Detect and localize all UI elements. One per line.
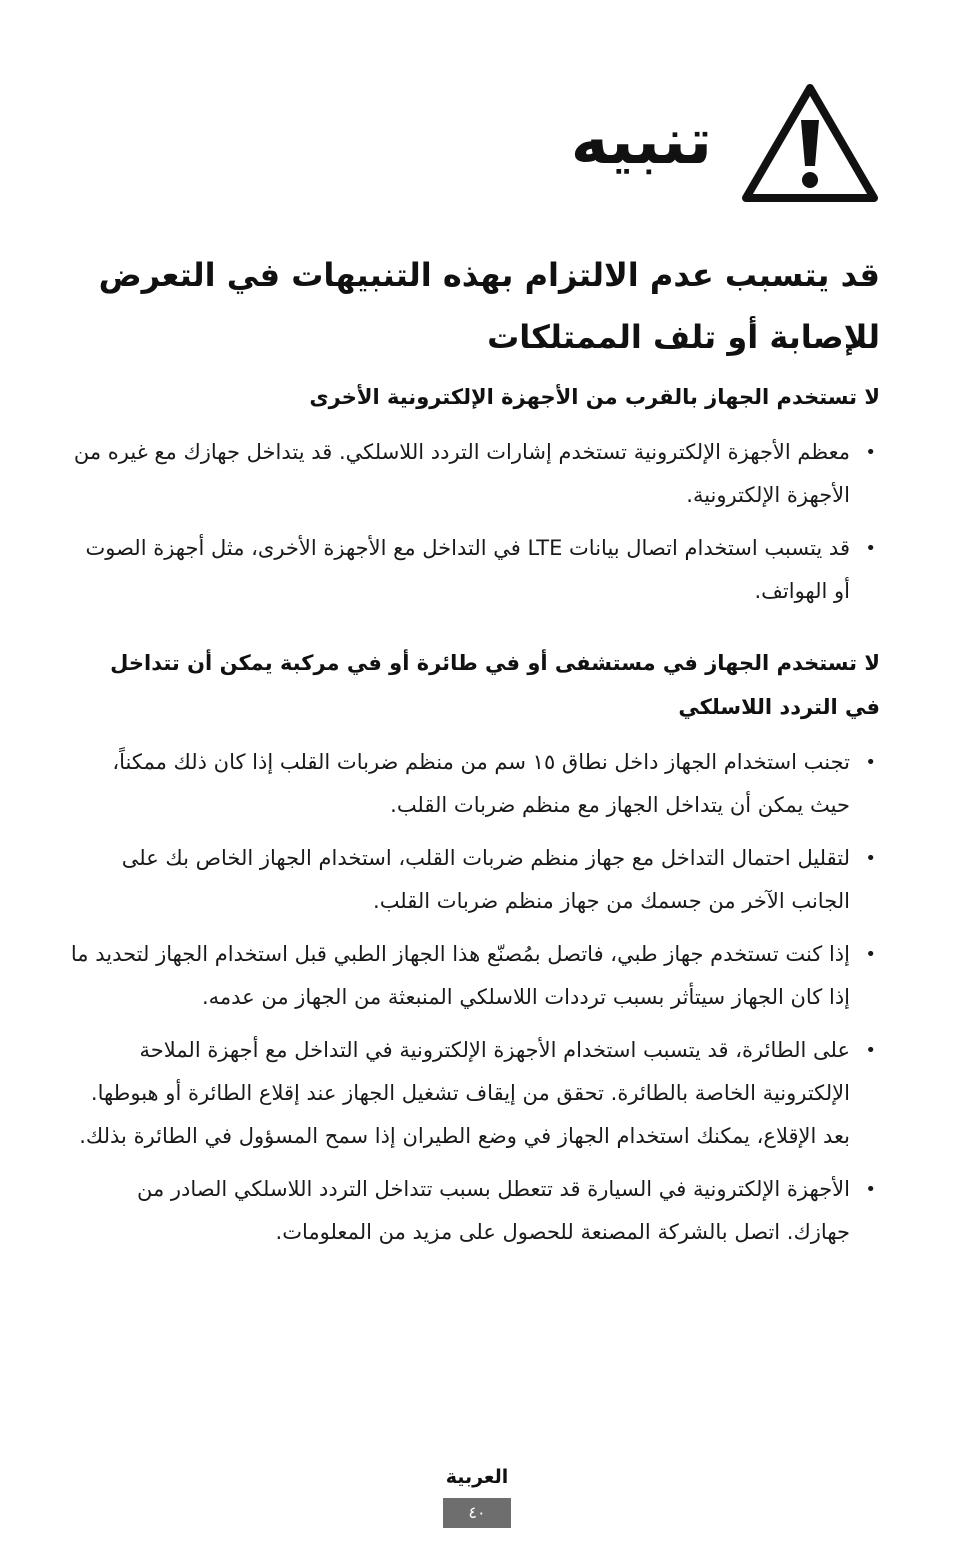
bullet-item <box>70 741 880 827</box>
bullet-item <box>70 431 880 517</box>
bullet-text: تجنب استخدام الجهاز داخل نطاق ١٥ سم من منظم ضربات القلب إذا كان ذلك ممكناً، حيث يمكن أن يتداخل الجهاز مع منظم ضربات القلب. <box>112 750 850 817</box>
warning-header <box>571 78 880 206</box>
bullet-item <box>70 933 880 1019</box>
bullet-item <box>70 1168 880 1254</box>
bullet-item <box>70 527 880 613</box>
bullet-list <box>70 431 880 613</box>
bullet-item <box>70 837 880 923</box>
bullet-text: الأجهزة الإلكترونية في السيارة قد تتعطل بسبب تتداخل التردد اللاسلكي الصادر من جهازك. اتصل بالشركة المصنعة للحصول على مزيد من المعلومات. <box>137 1177 850 1244</box>
bullet-icon: • <box>865 538 876 559</box>
warning-title: تنبيه <box>570 105 712 179</box>
bullet-icon: • <box>865 1040 876 1061</box>
section-title: لا تستخدم الجهاز في مستشفى أو في طائرة أو في مركبة يمكن أن تتداخل في التردد اللاسلكي <box>110 651 880 719</box>
warning-triangle-icon <box>740 80 880 204</box>
bullet-item <box>70 1029 880 1158</box>
bullet-text: إذا كنت تستخدم جهاز طبي، فاتصل بمُصنّع هذا الجهاز الطبي قبل استخدام الجهاز لتحديد ما إذا كان الجهاز سيتأثر بسبب ترددات اللاسلكي المنبعثة من الجهاز من عدمه. <box>70 942 850 1009</box>
page-footer <box>0 1460 954 1528</box>
bullet-text: قد يتسبب استخدام اتصال بيانات LTE في التداخل مع الأجهزة الأخرى، مثل أجهزة الصوت أو الهواتف. <box>85 536 850 603</box>
bullet-text: لتقليل احتمال التداخل مع جهاز منظم ضربات القلب، استخدام الجهاز الخاص بك على الجانب الآخر من جسمك من جهاز منظم ضربات القلب. <box>121 846 850 913</box>
bullet-icon: • <box>865 944 876 965</box>
bullet-icon: • <box>865 848 876 869</box>
footer-language: العربية <box>445 1466 509 1488</box>
bullet-text: على الطائرة، قد يتسبب استخدام الأجهزة الإلكترونية في التداخل مع أجهزة الملاحة الإلكترونية الخاصة بالطائرة. تحقق من إيقاف تشغيل الجهاز عند إقلاع الطائرة أو هبوطها. بعد الإقلاع، يمكنك استخدام الجهاز في وضع الطيران إذا سمح المسؤول في الطائرة بذلك. <box>79 1038 850 1148</box>
main-heading: قد يتسبب عدم الالتزام بهذه التنبيهات في التعرض للإصابة أو تلف الممتلكات <box>98 256 880 356</box>
bullet-icon: • <box>865 1179 876 1200</box>
bullet-icon: • <box>865 442 876 463</box>
page-number: ٤٠ <box>443 1498 511 1528</box>
bullet-icon: • <box>865 752 876 773</box>
bullet-text: معظم الأجهزة الإلكترونية تستخدم إشارات التردد اللاسلكي. قد يتداخل جهازك مع غيره من الأجهزة الإلكترونية. <box>73 440 850 507</box>
content <box>70 375 880 1264</box>
bullet-list <box>70 741 880 1254</box>
section-title: لا تستخدم الجهاز بالقرب من الأجهزة الإلكترونية الأخرى <box>309 385 880 409</box>
